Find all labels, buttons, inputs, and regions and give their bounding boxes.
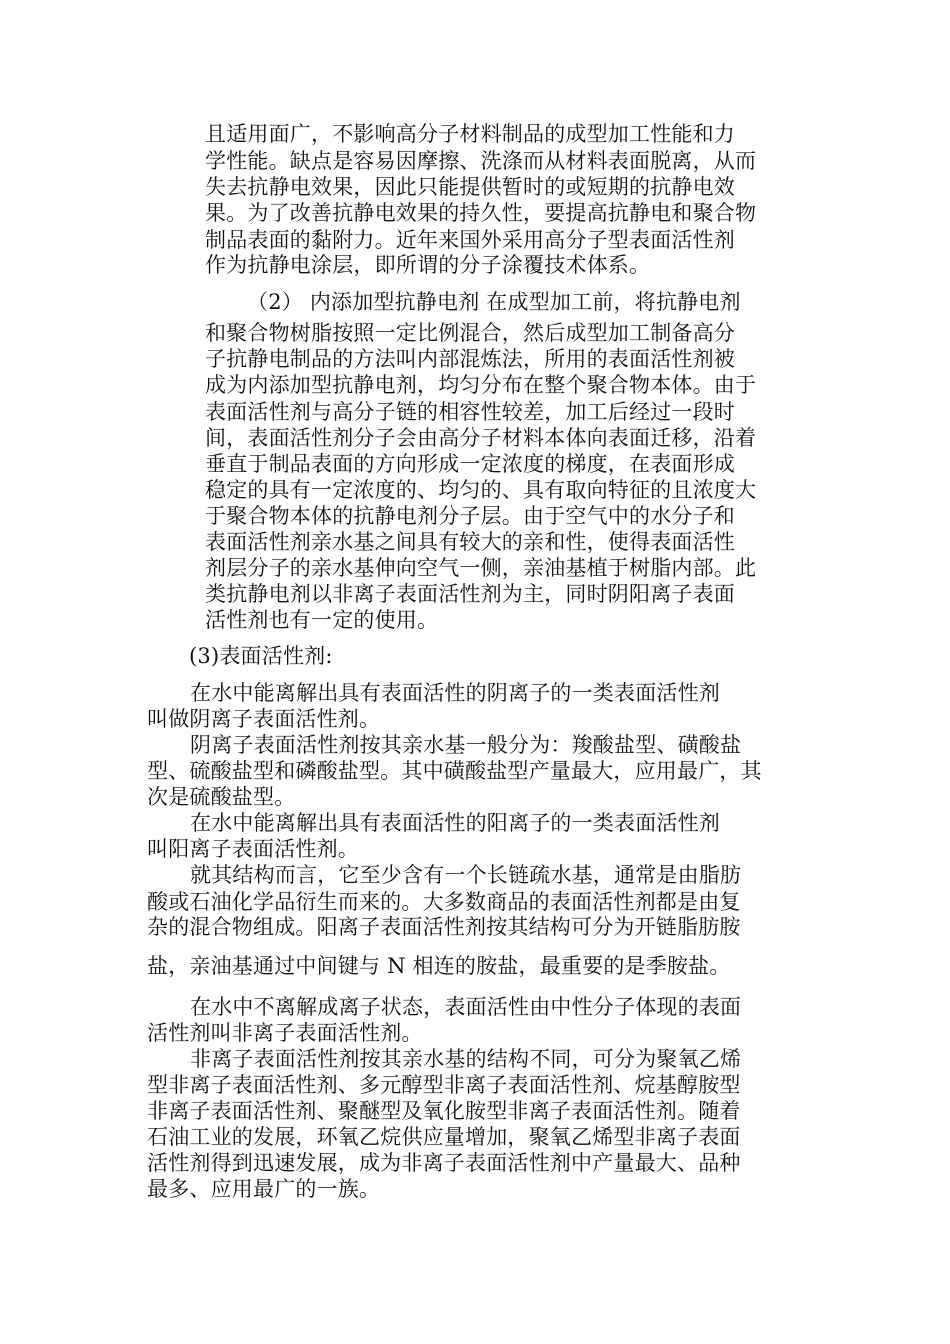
text-line: 在水中不离解成离子状态，表面活性由中性分子体现的表面 xyxy=(190,995,742,1019)
text-line: 在水中能离解出具有表面活性的阳离子的一类表面活性剂 xyxy=(190,811,720,835)
text-line: （2） 内添加型抗静电剂 在成型加工前，将抗静电剂 xyxy=(247,290,741,314)
text-line: 叫做阴离子表面活性剂。 xyxy=(147,707,381,731)
text-line: 阴离子表面活性剂按其亲水基一般分为：羧酸盐型、磺酸盐 xyxy=(190,733,742,757)
text-line: 型非离子表面活性剂、多元醇型非离子表面活性剂、烷基醇胺型 xyxy=(147,1073,741,1097)
text-line: 剂层分子的亲水基伸向空气一侧，亲油基植于树脂内部。此 xyxy=(205,556,757,580)
text-line: 就其结构而言，它至少含有一个长链疏水基，通常是由脂肪 xyxy=(190,863,742,887)
text-line: 最多、应用最广的一族。 xyxy=(147,1177,381,1201)
text-line: 活性剂叫非离子表面活性剂。 xyxy=(147,1021,423,1045)
text-line: 杂的混合物组成。阳离子表面活性剂按其结构可分为开链脂肪胺 xyxy=(147,915,741,939)
text-line: 盐，亲油基通过中间键与 N 相连的胺盐，最重要的是季胺盐。 xyxy=(147,954,731,978)
text-line: 表面活性剂与高分子链的相容性较差，加工后经过一段时 xyxy=(205,400,735,424)
text-line: 表面活性剂亲水基之间具有较大的亲和性，使得表面活性 xyxy=(205,530,735,554)
text-line: 型、硫酸盐型和磷酸盐型。其中磺酸盐型产量最大，应用最广，其 xyxy=(147,759,762,783)
text-line: 石油工业的发展，环氧乙烷供应量增加，聚氧乙烯型非离子表面 xyxy=(147,1125,741,1149)
text-line: 活性剂也有一定的使用。 xyxy=(205,608,439,632)
text-line: 作为抗静电涂层，即所谓的分子涂覆技术体系。 xyxy=(205,253,651,277)
text-line: 在水中能离解出具有表面活性的阴离子的一类表面活性剂 xyxy=(190,681,720,705)
text-line: 学性能。缺点是容易因摩擦、洗涤而从材料表面脱离，从而 xyxy=(205,149,757,173)
text-line: 叫阳离子表面活性剂。 xyxy=(147,837,359,861)
text-line: 非离子表面活性剂、聚醚型及氧化胺型非离子表面活性剂。随着 xyxy=(147,1099,741,1123)
section-heading: (3)表面活性剂: xyxy=(189,644,333,668)
text-line: 垂直于制品表面的方向形成一定浓度的梯度，在表面形成 xyxy=(205,452,735,476)
text-line: 果。为了改善抗静电效果的持久性，要提高抗静电和聚合物 xyxy=(205,201,757,225)
text-line: 酸或石油化学品衍生而来的。大多数商品的表面活性剂都是由复 xyxy=(147,890,741,914)
text-line: 成为内添加型抗静电剂，均匀分布在整个聚合物本体。由于 xyxy=(205,373,757,397)
text-line: 非离子表面活性剂按其亲水基的结构不同，可分为聚氧乙烯 xyxy=(190,1047,742,1071)
text-line: 于聚合物本体的抗静电剂分子层。由于空气中的水分子和 xyxy=(205,504,735,528)
text-line: 失去抗静电效果，因此只能提供暂时的或短期的抗静电效 xyxy=(205,175,735,199)
text-line: 制品表面的黏附力。近年来国外采用高分子型表面活性剂 xyxy=(205,228,735,252)
text-line: 间，表面活性剂分子会由高分子材料本体向表面迁移，沿着 xyxy=(205,426,757,450)
text-line: 活性剂得到迅速发展，成为非离子表面活性剂中产量最大、品种 xyxy=(147,1151,741,1175)
text-line: 次是硫酸盐型。 xyxy=(147,785,296,809)
text-line: 和聚合物树脂按照一定比例混合，然后成型加工制备高分 xyxy=(205,321,735,345)
text-line: 且适用面广，不影响高分子材料制品的成型加工性能和力 xyxy=(205,122,735,146)
text-line: 子抗静电制品的方法叫内部混炼法，所用的表面活性剂被 xyxy=(205,347,735,371)
text-line: 稳定的具有一定浓度的、均匀的、具有取向特征的且浓度大 xyxy=(205,478,757,502)
text-line: 类抗静电剂以非离子表面活性剂为主，同时阴阳离子表面 xyxy=(205,582,735,606)
